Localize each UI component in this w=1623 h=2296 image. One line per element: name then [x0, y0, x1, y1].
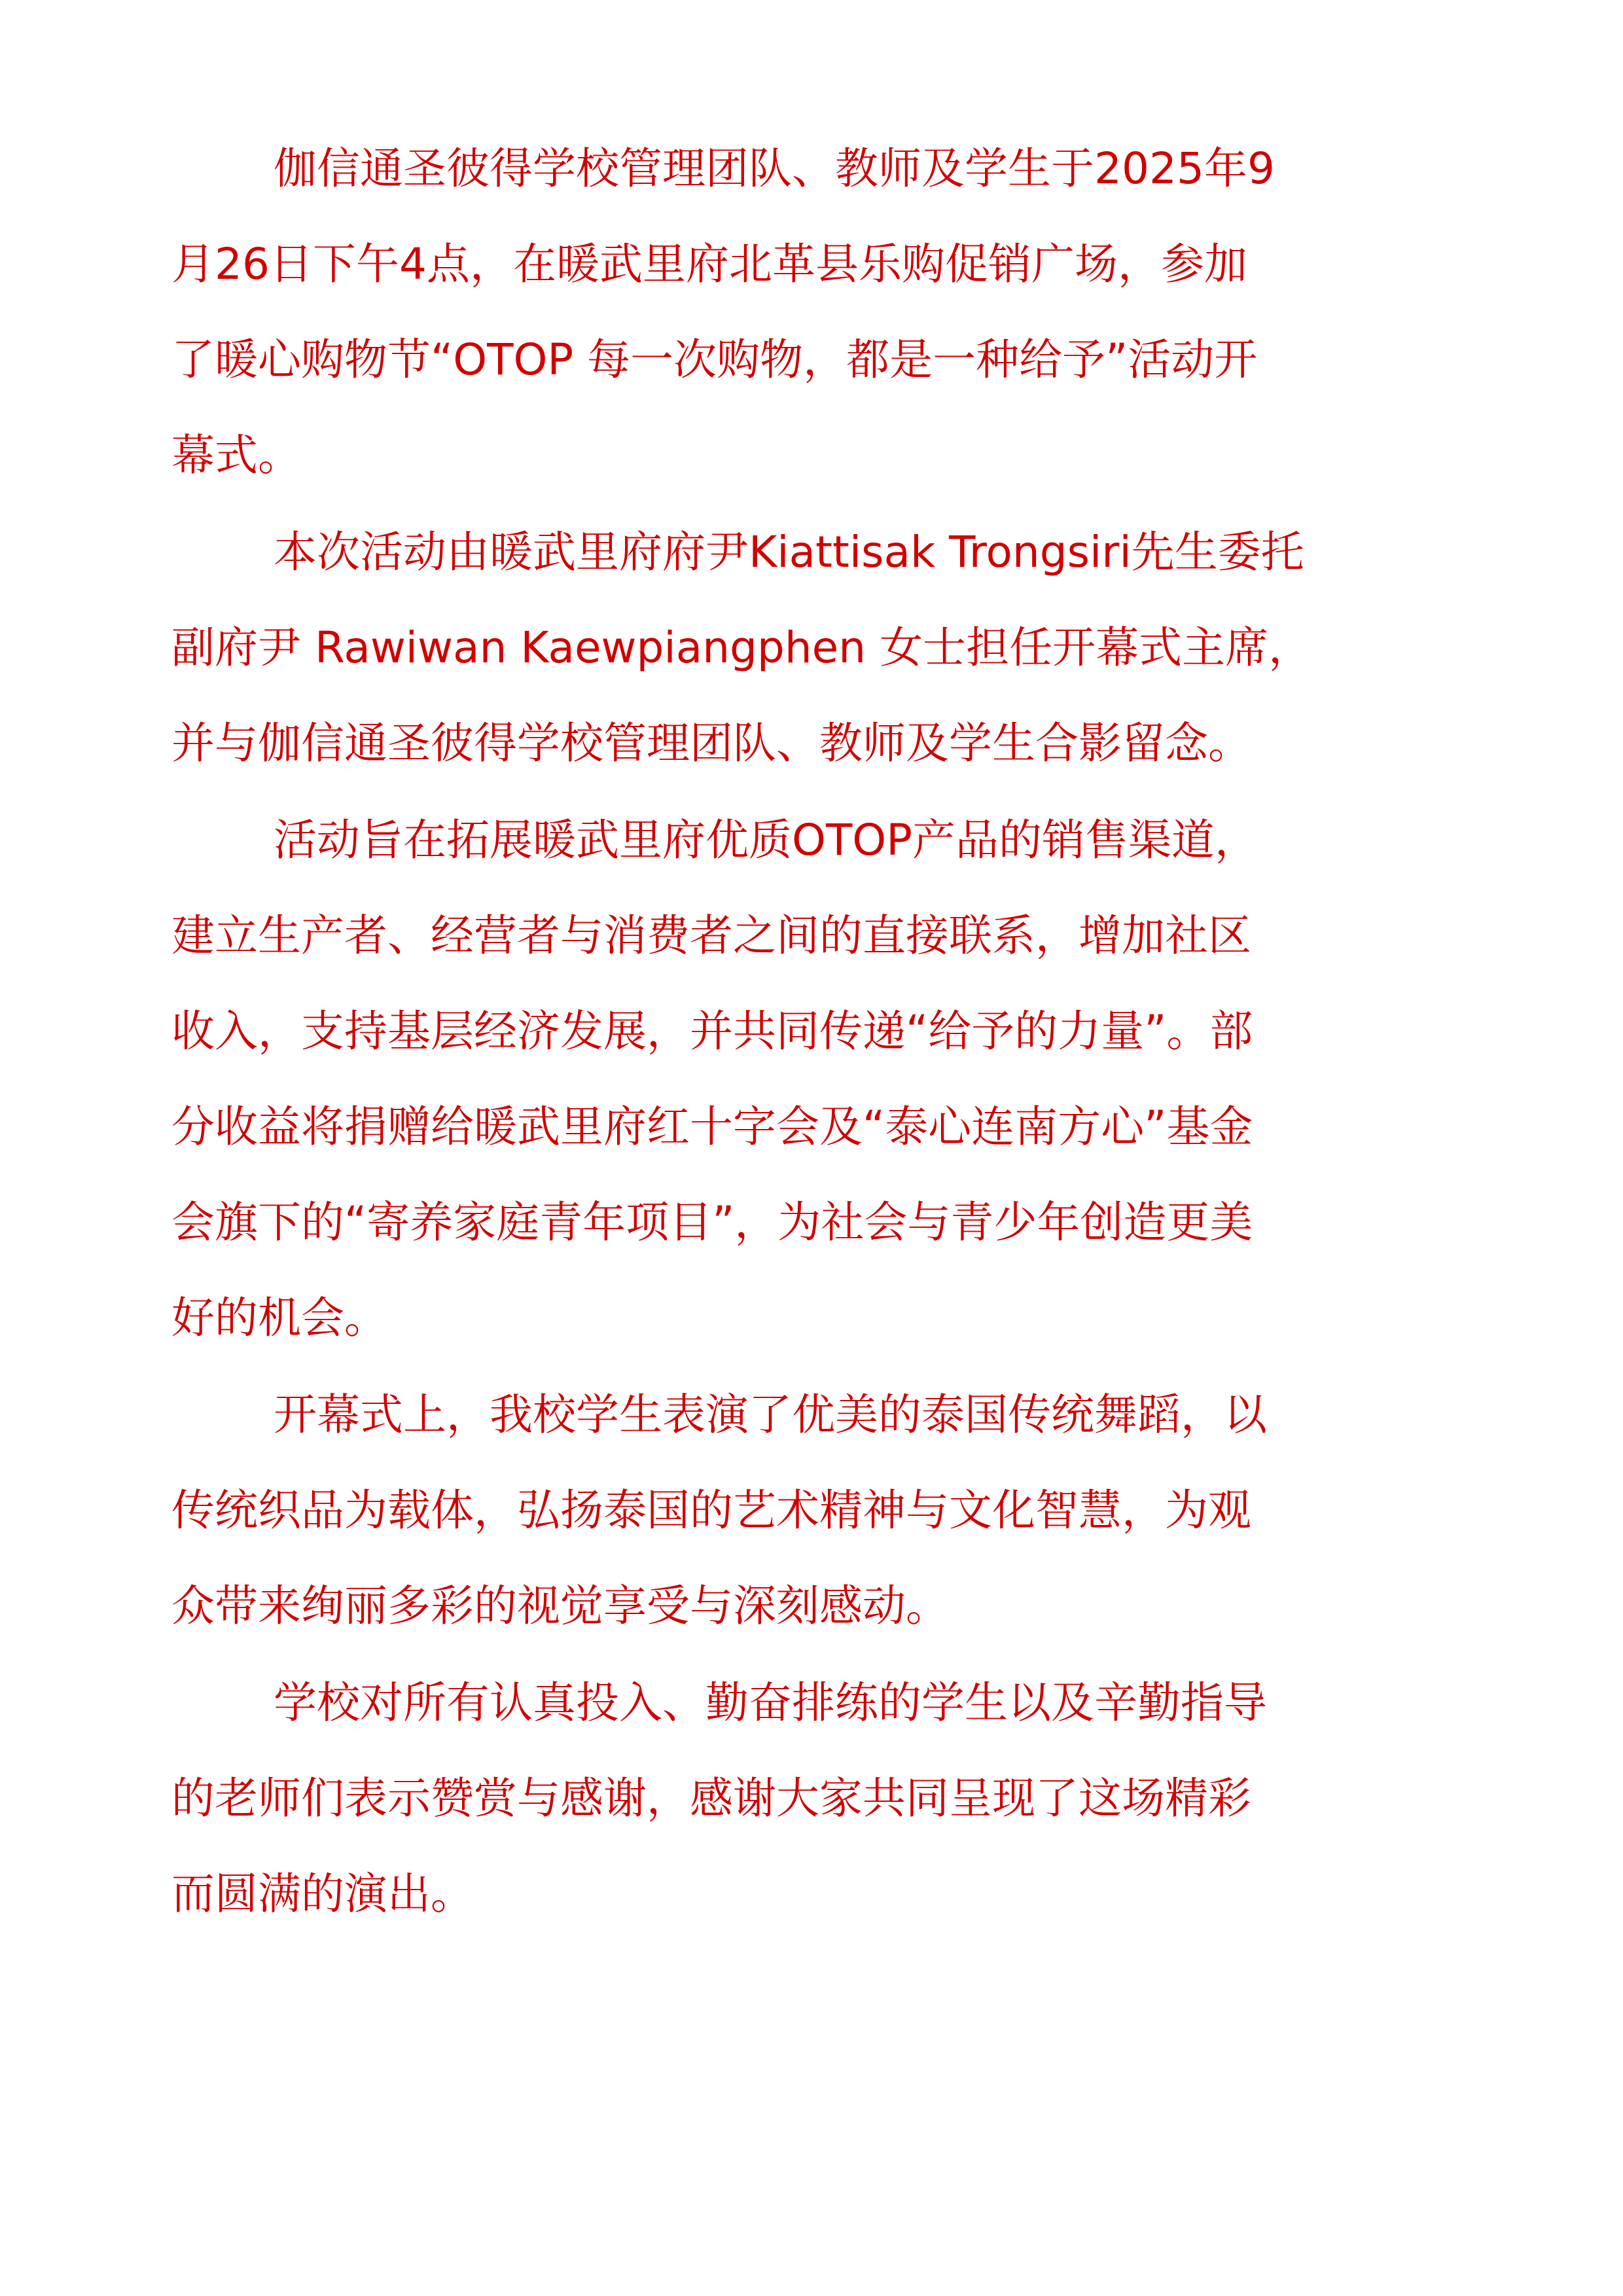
- paragraph-chair: [171, 505, 1464, 791]
- paragraph-line: 会旗下的“寄养家庭青年项目”，为社会与青少年创造更美: [171, 1197, 1253, 1247]
- paragraph-line: 的老师们表示赞赏与感谢，感谢大家共同呈现了这场精彩: [171, 1773, 1251, 1823]
- paragraph-line: 本次活动由暖武里府府尹Kiattisak Trongsiri先生委托: [274, 527, 1304, 577]
- paragraph-line: 了暖心购物节“OTOP 每一次购物，都是一种给予”活动开: [171, 334, 1258, 385]
- paragraph-line: 月26日下午4点，在暖武里府北革县乐购促销广场，参加: [171, 239, 1247, 289]
- paragraph-line: 好的机会。: [171, 1293, 387, 1343]
- paragraph-line: 而圆满的演出。: [171, 1869, 474, 1919]
- paragraph-event-intro: [171, 121, 1464, 503]
- paragraph-line: 建立生产者、经营者与消费者之间的直接联系，增加社区: [171, 910, 1251, 961]
- paragraph-line: 活动旨在拓展暖武里府优质OTOP产品的销售渠道，: [274, 815, 1258, 865]
- paragraph-line: 众带来绚丽多彩的视觉享受与深刻感动。: [171, 1581, 949, 1631]
- paragraph-line: 收入，支持基层经济发展，并共同传递“给予的力量”。部: [171, 1006, 1253, 1056]
- paragraph-line: 开幕式上，我校学生表演了优美的泰国传统舞蹈，以: [274, 1390, 1267, 1440]
- paragraph-line: 伽信通圣彼得学校管理团队、教师及学生于2025年9: [274, 143, 1275, 194]
- paragraph-line: 学校对所有认真投入、勤奋排练的学生以及辛勤指导: [274, 1677, 1267, 1728]
- paragraph-thanks: [171, 1655, 1464, 1942]
- document-body: [171, 121, 1464, 1943]
- paragraph-purpose: [171, 793, 1464, 1366]
- paragraph-performance: [171, 1367, 1464, 1654]
- paragraph-line: 分收益将捐赠给暖武里府红十字会及“泰心连南方心”基金: [171, 1102, 1253, 1152]
- paragraph-line: 并与伽信通圣彼得学校管理团队、教师及学生合影留念。: [171, 718, 1251, 768]
- paragraph-line: 副府尹 Rawiwan Kaewpiangphen 女士担任开幕式主席，: [171, 622, 1312, 673]
- paragraph-line: 幕式。: [171, 430, 301, 480]
- paragraph-line: 传统织品为载体，弘扬泰国的艺术精神与文化智慧，为观: [171, 1485, 1251, 1535]
